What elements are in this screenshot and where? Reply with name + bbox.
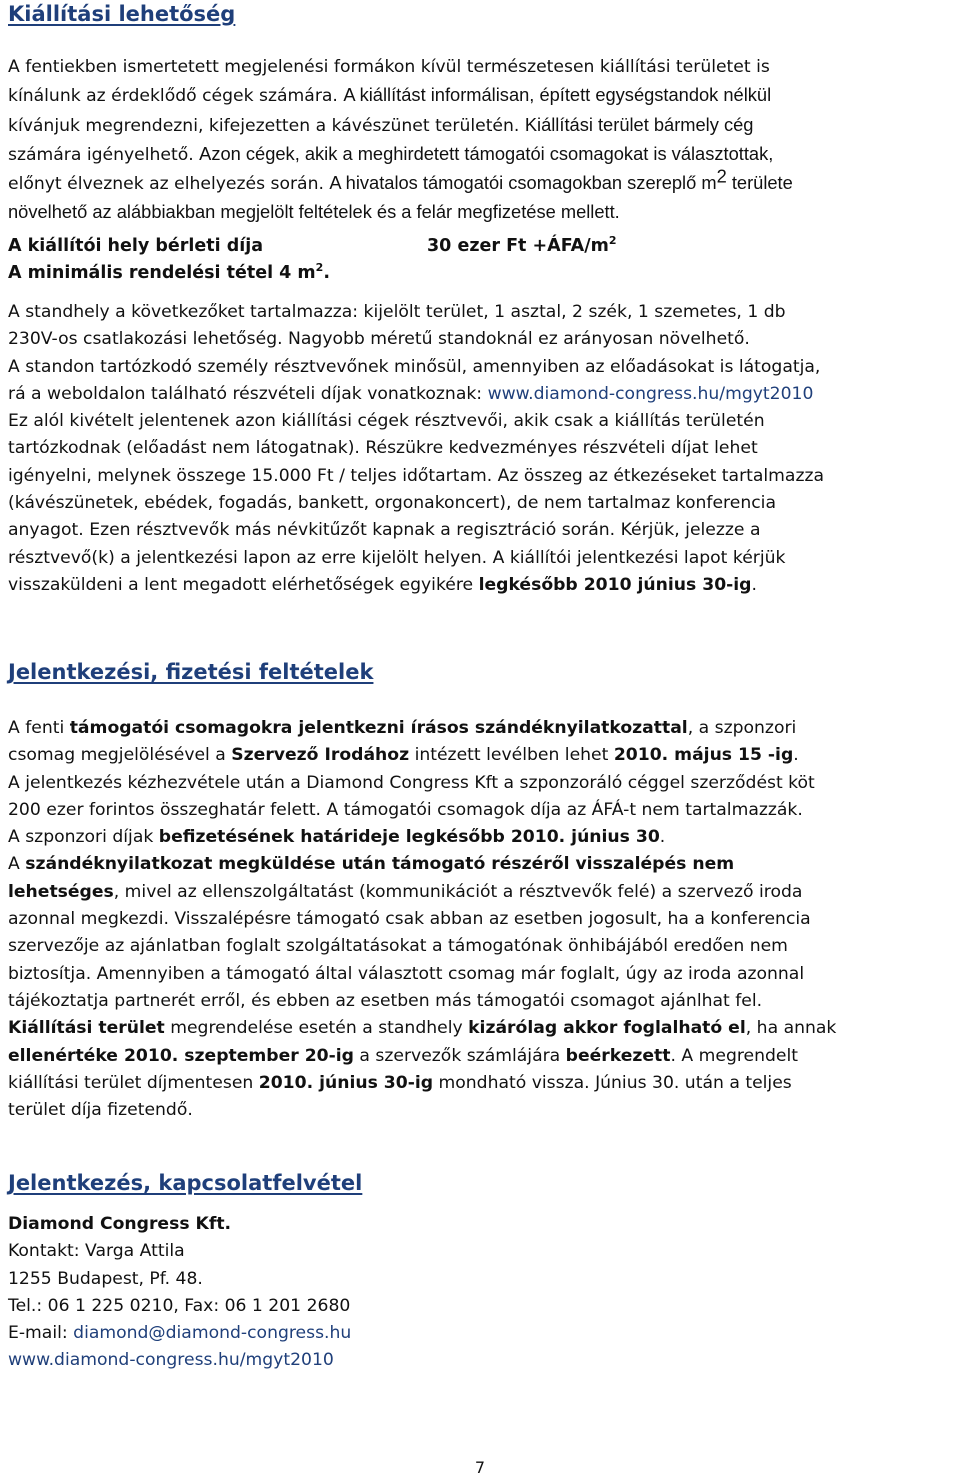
contact-person: Kontakt: Varga Attila [8,1241,185,1262]
contact-block: Diamond Congress Kft. Kontakt: Varga Attila 1255 Budapest, Pf. 48. Tel.: 06 1 225 0210, Fax: 06 1 201 2680 E-mail: diamond@diamond-congress.hu www.diamond-congress.hu/mgyt2010 [8,1211,351,1375]
minimum-order-row: A minimális rendelési tétel 4 $m^2$. [8,261,330,283]
company-name: Diamond Congress Kft. [8,1214,232,1234]
stand-rental-fee-row [8,233,908,260]
page-number: 7 [474,1458,486,1477]
phone-fax: Tel.: 06 1 225 0210, Fax: 06 1 201 2680 [8,1295,351,1316]
email-link[interactable]: diamond@diamond-congress.hu [73,1323,352,1344]
registration-fee-link[interactable]: www.diamond-congress.hu/mgyt2010 [487,383,814,404]
stand-rental-fee-value: 30 ezer $Ft +ÁFA/m^2$ [427,234,617,256]
stand-rental-fee-label: A kiállítói hely bérleti díja [8,236,264,256]
section-title-registration-payment: Jelentkezési, fizetési feltételek [8,660,374,684]
exhibition-intro-paragraph: A fentiekben ismertetett megjelenési formákon kívül természetesen kiállítási területet is kínálunk az érdeklődő cégek számára. A kiállítást informálisan, épített egységstandok nélkül kívánjuk megrendezni, kifejezetten a kávészünet területén. Kiállítási terület bármely cég számára igényelhető. Azon cégek, akik a meghirdetett támogatói csomagokat is választottak, előnyt élveznek az elhelyezés során. A hivatalos támogatói csomagokban szereplő $m^2$ területe növelhető az alábbiakban megjelölt feltételek és a felár megfizetése mellett. [8,57,793,223]
section-title-contact: Jelentkezés, kapcsolatfelvétel [8,1171,363,1195]
website-link[interactable]: www.diamond-congress.hu/mgyt2010 [8,1350,334,1371]
registration-terms-paragraph: A fenti támogatói csomagokra jelentkezni írásos szándéknyilatkozattal, a szponzori csomag megjelölésével a Szervező Irodához intézett levélben lehet 2010. május 15 -ig. A jelentkezés kézhezvétele után a Diamond Congress Kft a szponzoráló céggel szerződést köt 200 ezer forintos összeghatár felett. A támogatói csomagok díja az ÁFÁ-t nem tartalmazzák. A szponzori díjak befizetésének határideje legkésőbb 2010. június 30. A szándéknyilatkozat megküldése után támogató részéről visszalépés nem lehetséges, mivel az ellenszolgáltatást (kommunikációt a résztvevők felé) a szervező iroda azonnal megkezdi. Visszalépésre támogató csak abban az esetben jogosult, ha a konferencia szervezője az ajánlatban foglalt szolgáltatásokat a támogatónak önhibájából eredően nem biztosítja. Amennyiben a támogató által választott csomag már foglalt, úgy az iroda azonnal tájékoztatja partnerét erről, és ebben az esetben más támogatói csomagot ajánlhat fel. Kiállítási terület megrendelése esetén a standhely kizárólag akkor foglalható el, ha annak ellenértéke 2010. szeptember 20-ig a szervezők számlájára beérkezett. A megrendelt kiállítási terület díjmentesen 2010. június 30-ig mondható vissza. Június 30. után a teljes terület díja fizetendő. [8,718,837,1121]
section-title-exhibition: Kiállítási lehetőség [8,2,236,26]
postal-address: 1255 Budapest, Pf. 48. [8,1268,203,1289]
stand-details-paragraph: A standhely a következőket tartalmazza: kijelölt terület, 1 asztal, 2 szék, 1 szemetes, 1 db 230V-os csatlakozási lehetőség. Nagyobb méretű standoknál ez arányosan növelhető. A standon tartózkodó személy résztvevőnek minősül, amennyiben az előadásokat is látogatja, rá a weboldalon található részvételi díjak vonatkoznak: www.diamond-congress.hu/mgyt2010 Ez alól kivételt jelentenek azon kiállítási cégek résztvevői, akik csak a kiállítás területén tartózkodnak (előadást nem látogatnak). Részükre kedvezményes részvételi díjat lehet igényelni, melynek összege 15.000 Ft / teljes időtartam. Az összeg az étkezéseket tartalmazza (kávészünetek, ebédek, fogadás, bankett, orgonakoncert), de nem tartalmaz konferencia anyagot. Ezen résztvevők más névkitűzőt kapnak a regisztráció során. Kérjük, jelezze a résztvevő(k) a jelentkezési lapon az erre kijelölt helyen. A kiállítói jelentkezési lapot kérjük visszaküldeni a lent megadott elérhetőségek egyikére legkésőbb 2010 június 30-ig. [8,302,825,595]
